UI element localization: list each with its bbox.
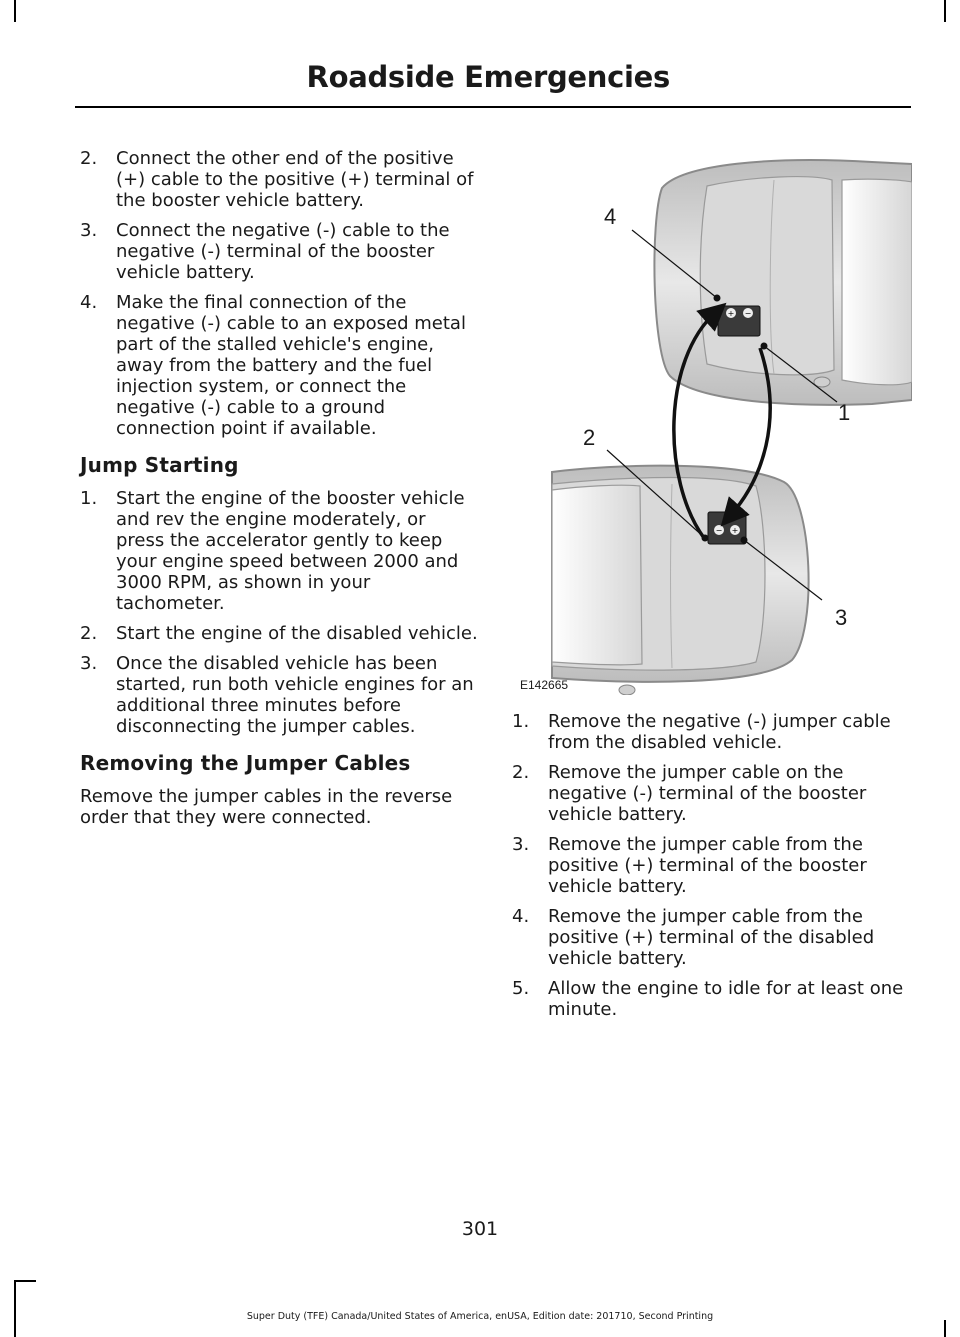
step-number: 3. <box>80 220 98 241</box>
disabled-vehicle <box>654 160 912 405</box>
callout-2: 2 <box>583 425 596 450</box>
diagram-svg <box>512 150 912 695</box>
header-rule <box>75 106 911 108</box>
list-item <box>80 653 478 737</box>
crop-mark-bottom-right <box>944 1320 946 1337</box>
crop-mark-top-right <box>944 0 946 22</box>
list-item <box>80 623 478 644</box>
list-item <box>512 711 910 753</box>
crop-mark-bottom-left <box>14 1280 16 1337</box>
step-text: Connect the other end of the positive (+) cable to the positive (+) terminal of the booster vehicle battery. <box>116 148 474 211</box>
list-item <box>80 148 478 211</box>
booster-vehicle <box>552 466 809 695</box>
list-item <box>512 978 910 1020</box>
step-number: 4. <box>80 292 98 313</box>
step-text: Remove the jumper cable from the positive (+) terminal of the booster vehicle battery. <box>548 834 867 897</box>
figure-code: E142665 <box>520 678 569 692</box>
step-text: Remove the negative (-) jumper cable from the disabled vehicle. <box>548 711 891 753</box>
removing-cables-paragraph: Remove the jumper cables in the reverse order that they were connected. <box>80 786 453 828</box>
svg-text:−: − <box>744 309 752 318</box>
list-item <box>512 762 910 825</box>
removal-steps <box>512 711 910 1020</box>
step-text: Once the disabled vehicle has been started, run both vehicle engines for an additional three minutes before disconnecting the jumper cables. <box>116 653 474 737</box>
svg-text:+: + <box>727 309 735 318</box>
step-number: 5. <box>512 978 530 999</box>
jump-starting-steps <box>80 488 478 737</box>
step-number: 1. <box>80 488 98 509</box>
jump-start-diagram <box>512 150 912 695</box>
list-item <box>80 220 478 283</box>
step-number: 4. <box>512 906 530 927</box>
crop-mark-top-left <box>14 0 16 22</box>
crop-mark-bottom-left-h <box>14 1280 36 1282</box>
callout-3: 3 <box>835 605 848 630</box>
step-text: Start the engine of the booster vehicle and rev the engine moderately, or press the accelerator gently to keep your engine speed between 2000 and 3000 RPM, as shown in your tachometer. <box>116 488 465 614</box>
step-text: Remove the jumper cable on the negative (-) terminal of the booster vehicle battery. <box>548 762 867 825</box>
step-text: Allow the engine to idle for at least one minute. <box>548 978 904 1020</box>
step-text: Make the final connection of the negative (-) cable to an exposed metal part of the stalled vehicle's engine, away from the battery and the fuel injection system, or connect the negative (-) cable to a ground connection point if available. <box>116 292 466 439</box>
svg-text:+: + <box>731 526 739 535</box>
removing-cables-heading: Removing the Jumper Cables <box>80 751 411 775</box>
list-item <box>512 906 910 969</box>
step-text: Start the engine of the disabled vehicle. <box>116 623 478 644</box>
step-number: 3. <box>80 653 98 674</box>
right-column <box>512 711 910 1029</box>
jump-starting-heading: Jump Starting <box>80 453 239 477</box>
page-number: 301 <box>461 1218 499 1240</box>
svg-text:−: − <box>715 526 723 535</box>
step-number: 2. <box>512 762 530 783</box>
list-item <box>80 488 478 614</box>
step-text: Connect the negative (-) cable to the negative (-) terminal of the booster vehicle battery. <box>116 220 450 283</box>
list-item <box>80 292 478 439</box>
list-item <box>512 834 910 897</box>
step-number: 1. <box>512 711 530 732</box>
page-title: Roadside Emergencies <box>306 60 670 94</box>
step-text: Remove the jumper cable from the positive (+) terminal of the disabled vehicle battery. <box>548 906 875 969</box>
step-number: 2. <box>80 148 98 169</box>
callout-1: 1 <box>838 400 851 425</box>
left-column <box>80 148 478 828</box>
step-number: 2. <box>80 623 98 644</box>
edition-footer: Super Duty (TFE) Canada/United States of America, enUSA, Edition date: 201710, Second Printing <box>246 1311 714 1322</box>
callout-4: 4 <box>604 204 617 229</box>
connection-steps <box>80 148 478 439</box>
step-number: 3. <box>512 834 530 855</box>
